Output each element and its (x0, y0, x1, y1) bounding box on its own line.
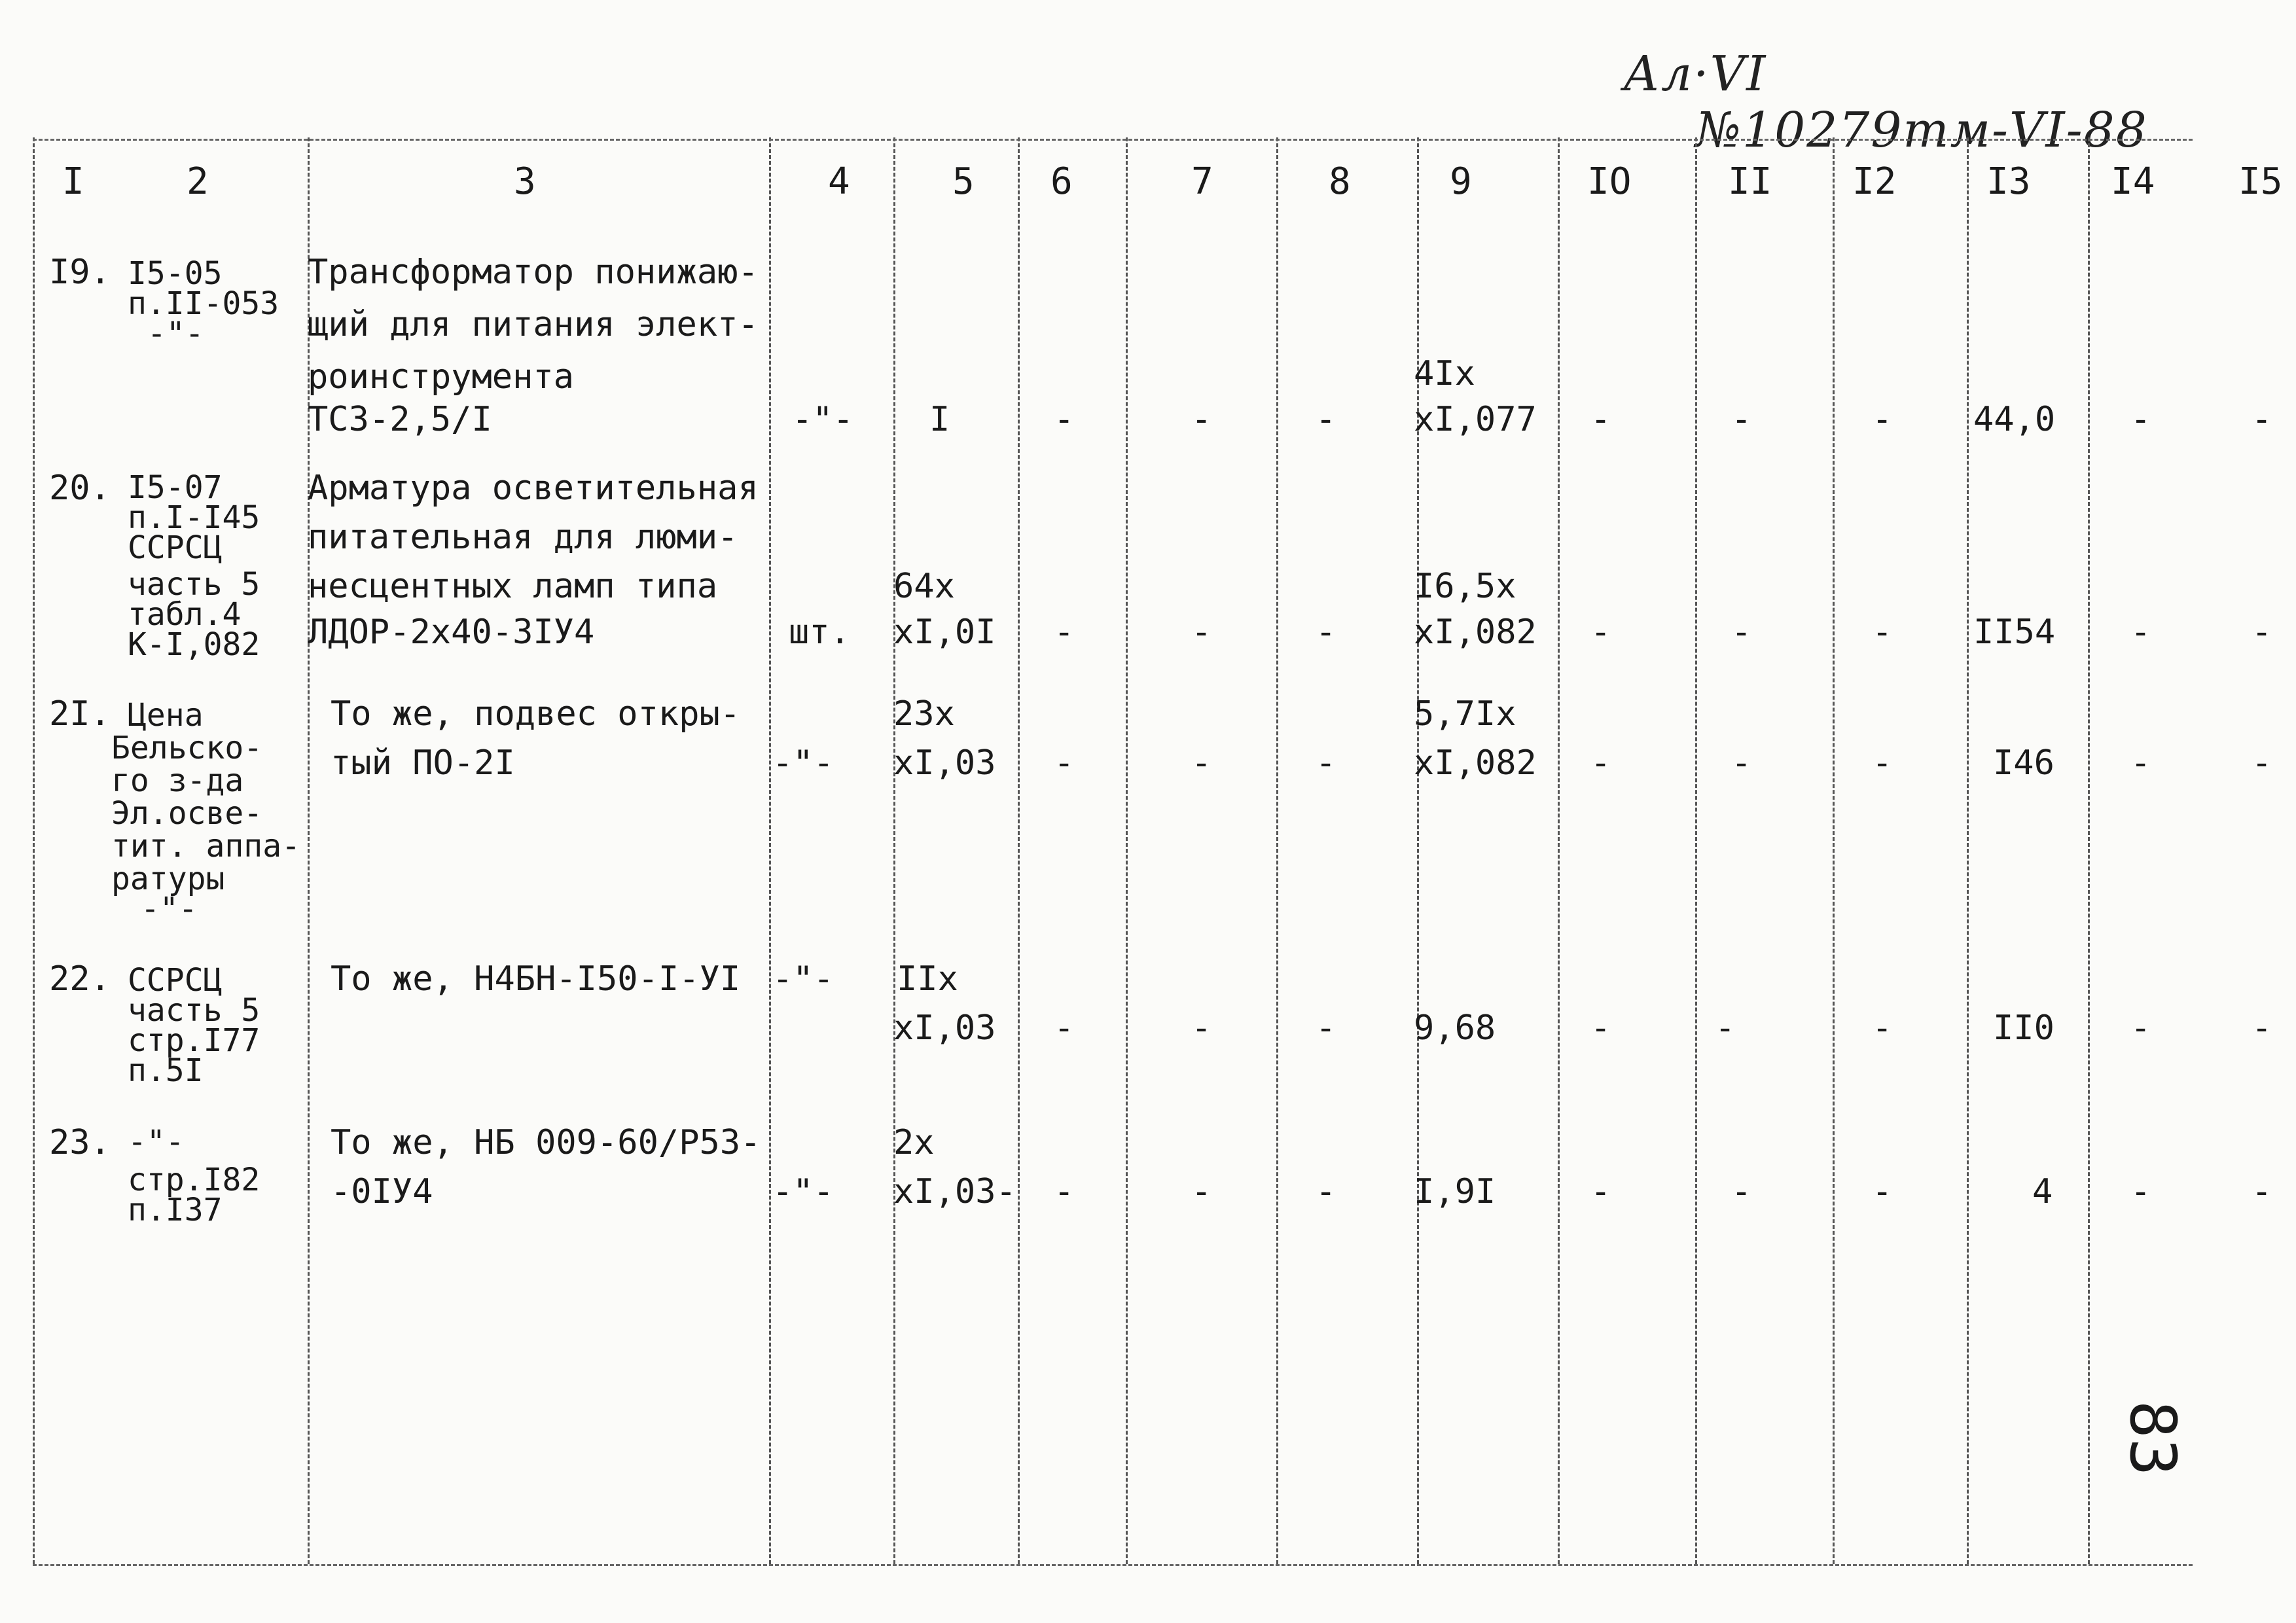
row-ref: го з-да (111, 762, 244, 799)
row-c7: - (1191, 1008, 1212, 1048)
row-ref: тит. аппа- (111, 828, 300, 865)
col-sep (1417, 137, 1419, 1564)
row-number: I9. (49, 253, 111, 292)
header-top-line (33, 139, 2193, 141)
bottom-line (33, 1564, 2193, 1566)
row-c12: - (1872, 1172, 1893, 1211)
row-name: тый ПО-2I (331, 743, 515, 783)
row-ref: -"- (141, 891, 198, 927)
row-name: То же, НБ 009-60/Р53- (331, 1123, 761, 1162)
row-c8: - (1316, 400, 1336, 439)
row-c5: xI,03 (893, 743, 996, 783)
row-unit: -"- (772, 743, 834, 783)
row-ref: К-I,082 (128, 626, 260, 663)
col-sep (1126, 137, 1128, 1564)
row-c14: - (2130, 400, 2151, 439)
row-c10: - (1590, 1008, 1611, 1048)
header-col-13: I3 (1986, 160, 2031, 203)
row-c8: - (1316, 743, 1336, 783)
row-c13: I46 (1993, 743, 2054, 783)
row-c14: - (2130, 613, 2151, 652)
row-ref: п.II-053 (128, 285, 279, 322)
row-c5: 2x (893, 1123, 935, 1162)
row-ref: I5-05 (128, 255, 223, 292)
row-c5: xI,03- (893, 1172, 1016, 1211)
col-sep (1276, 137, 1278, 1564)
row-ref: стр.I77 (128, 1022, 260, 1059)
row-c13: 44,0 (1973, 400, 2056, 439)
row-ref: Эл.осве- (111, 795, 263, 832)
row-c10: - (1590, 1172, 1611, 1211)
row-ref: часть 5 (128, 992, 260, 1029)
row-c12: - (1872, 400, 1893, 439)
row-number: 2I. (49, 694, 111, 734)
row-c14: - (2130, 743, 2151, 783)
col-sep (769, 137, 771, 1564)
row-name: Арматура осветительная (308, 469, 759, 508)
row-c9: 9,68 (1414, 1008, 1496, 1048)
row-name: роинструмента (308, 357, 574, 397)
row-name: ТСЗ-2,5/I (308, 400, 492, 439)
row-name: То же, Н4БН-I50-I-УI (331, 959, 741, 999)
row-c11: - (1731, 400, 1752, 439)
row-c11: - (1731, 743, 1752, 783)
row-name: питательная для люми- (308, 518, 738, 557)
row-c9: xI,082 (1414, 613, 1537, 652)
row-c14: - (2130, 1172, 2151, 1211)
row-c15: - (2251, 743, 2272, 783)
row-unit: шт. (789, 613, 850, 652)
row-ref: I5-07 (128, 469, 223, 506)
row-ref: ССРСЦ (128, 529, 223, 566)
row-c12: - (1872, 743, 1893, 783)
row-ref: п.I-I45 (128, 499, 260, 536)
col-sep (1018, 137, 1020, 1564)
row-c11: - (1731, 613, 1752, 652)
row-c5: 23x (893, 694, 955, 734)
row-c10: - (1590, 743, 1611, 783)
header-col-6: 6 (1050, 160, 1073, 203)
row-c7: - (1191, 613, 1212, 652)
col-sep (893, 137, 895, 1564)
row-ref: стр.I82 (128, 1162, 260, 1198)
album-mark: Ал·VI (1623, 46, 1767, 102)
row-c11: - (1731, 1172, 1752, 1211)
row-c10: - (1590, 400, 1611, 439)
row-number: 23. (49, 1123, 111, 1162)
row-c14: - (2130, 1008, 2151, 1048)
row-c15: - (2251, 1008, 2272, 1048)
row-c9: I6,5x (1414, 567, 1516, 606)
row-ref: часть 5 (128, 566, 260, 603)
header-col-10: IO (1587, 160, 1632, 203)
row-c6: - (1054, 743, 1075, 783)
row-c15: - (2251, 613, 2272, 652)
header-col-3: 3 (514, 160, 536, 203)
col-sep (2088, 137, 2090, 1564)
row-c13: 4 (2032, 1172, 2053, 1211)
row-c6: - (1054, 1008, 1075, 1048)
row-name: То же, подвес откры- (331, 694, 741, 734)
row-ref: ССРСЦ (128, 962, 223, 999)
header-col-14: I4 (2111, 160, 2155, 203)
row-c8: - (1316, 613, 1336, 652)
row-c5: IIx (897, 959, 958, 999)
row-c5: xI,0I (893, 613, 996, 652)
row-ref: -"- (128, 1124, 185, 1160)
row-unit: -"- (792, 400, 853, 439)
row-c9: xI,082 (1414, 743, 1537, 783)
row-name: ЛДОР-2х40-3IУ4 (308, 613, 595, 652)
row-c9: I,9I (1414, 1172, 1496, 1211)
row-c7: - (1191, 1172, 1212, 1211)
row-c9: 5,7Ix (1414, 694, 1516, 734)
col-sep (1833, 137, 1835, 1564)
row-c7: - (1191, 400, 1212, 439)
row-c13: II0 (1993, 1008, 2054, 1048)
row-c9: xI,077 (1414, 400, 1537, 439)
col-sep (1967, 137, 1969, 1564)
header-col-8: 8 (1329, 160, 1351, 203)
col-sep (308, 137, 310, 1564)
row-ref: Цена (128, 697, 204, 734)
col-sep (33, 137, 35, 1564)
row-c5: 64x (893, 567, 955, 606)
header-col-11: II (1728, 160, 1772, 203)
col-sep (1695, 137, 1697, 1564)
row-ref: п.5I (128, 1052, 204, 1089)
row-name: несцентных ламп типа (308, 567, 718, 606)
header-col-2: 2 (187, 160, 209, 203)
row-c5: I (929, 400, 950, 439)
row-unit: -"- (772, 1172, 834, 1211)
row-c6: - (1054, 613, 1075, 652)
row-ref: табл.4 (128, 596, 242, 633)
header-col-9: 9 (1450, 160, 1472, 203)
header-col-15: I5 (2238, 160, 2283, 203)
handwritten-stamp (1623, 46, 2296, 158)
row-c8: - (1316, 1008, 1336, 1048)
header-col-4: 4 (828, 160, 850, 203)
row-c10: - (1590, 613, 1611, 652)
row-name: Трансформатор понижаю- (308, 253, 759, 292)
row-c6: - (1054, 1172, 1075, 1211)
header-col-1: I (62, 160, 84, 203)
row-ref: п.I37 (128, 1192, 223, 1228)
col-sep (1558, 137, 1560, 1564)
row-c15: - (2251, 400, 2272, 439)
row-ref: ратуры (111, 861, 225, 897)
row-c12: - (1872, 613, 1893, 652)
row-c12: - (1872, 1008, 1893, 1048)
row-c13: II54 (1973, 613, 2056, 652)
row-number: 20. (49, 469, 111, 508)
row-name: -0IУ4 (331, 1172, 433, 1211)
row-name: щий для питания элект- (308, 305, 759, 344)
row-number: 22. (49, 959, 111, 999)
row-c11: - (1715, 1008, 1736, 1048)
row-c6: - (1054, 400, 1075, 439)
header-col-12: I2 (1852, 160, 1897, 203)
row-c9: 4Ix (1414, 354, 1475, 393)
row-c15: - (2251, 1172, 2272, 1211)
header-col-5: 5 (952, 160, 975, 203)
header-col-7: 7 (1191, 160, 1213, 203)
row-ref: -"- (147, 315, 204, 352)
row-unit: -"- (772, 959, 834, 999)
row-c5: xI,03 (893, 1008, 996, 1048)
page-number: 83 (2116, 1400, 2189, 1476)
row-ref: Бельско- (111, 730, 263, 766)
document-number: №10279тм-VI-88 (1695, 102, 2148, 158)
row-c7: - (1191, 743, 1212, 783)
row-c8: - (1316, 1172, 1336, 1211)
